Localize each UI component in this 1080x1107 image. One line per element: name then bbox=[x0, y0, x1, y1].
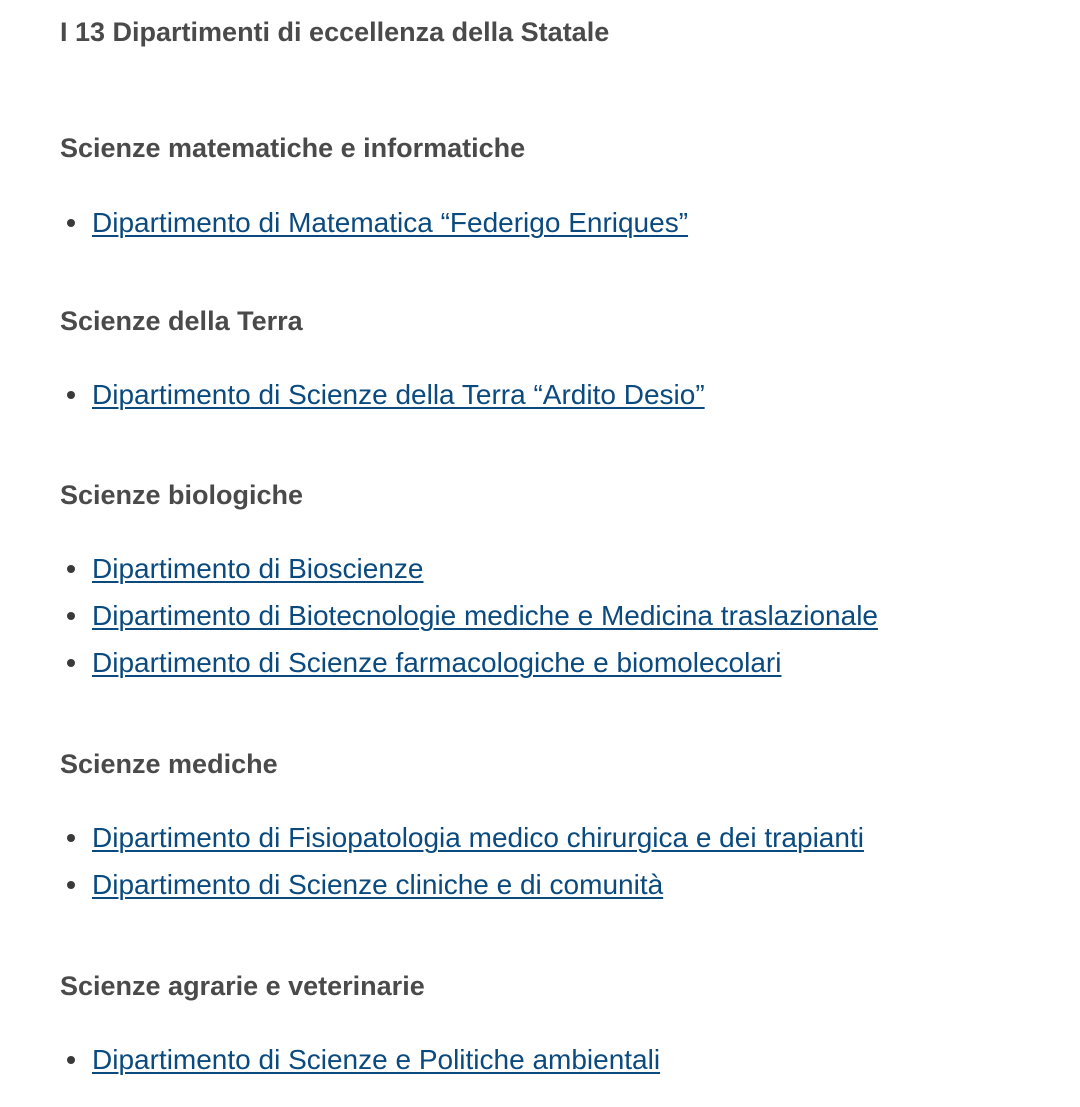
list-item bbox=[60, 545, 878, 592]
department-link-politiche-ambientali[interactable]: Dipartimento di Scienze e Politiche ambientali bbox=[92, 1044, 661, 1075]
section-heading-mediche: Scienze mediche bbox=[60, 749, 278, 779]
bullet-icon bbox=[67, 565, 75, 573]
bullet-icon bbox=[67, 659, 75, 667]
department-link-matematica[interactable]: Dipartimento di Matematica “Federigo Enriques” bbox=[92, 207, 689, 238]
section-heading-terra: Scienze della Terra bbox=[60, 306, 303, 336]
bullet-icon bbox=[67, 881, 75, 889]
department-list-agrarie bbox=[60, 1036, 660, 1083]
list-item bbox=[60, 371, 705, 418]
department-link-bioscienze[interactable]: Dipartimento di Bioscienze bbox=[92, 553, 424, 584]
bullet-icon bbox=[67, 612, 75, 620]
list-item bbox=[60, 199, 688, 246]
bullet-icon bbox=[67, 1056, 75, 1064]
list-item bbox=[60, 861, 864, 908]
department-link-fisiopatologia[interactable]: Dipartimento di Fisiopatologia medico chirurgica e dei trapianti bbox=[92, 822, 864, 853]
department-list-biologiche bbox=[60, 545, 878, 686]
list-item bbox=[60, 592, 878, 639]
department-list-matematiche bbox=[60, 199, 688, 246]
department-list-terra bbox=[60, 371, 705, 418]
department-list-mediche bbox=[60, 814, 864, 908]
bullet-icon bbox=[67, 834, 75, 842]
list-item bbox=[60, 814, 864, 861]
list-item bbox=[60, 639, 878, 686]
department-link-farmacologiche[interactable]: Dipartimento di Scienze farmacologiche e biomolecolari bbox=[92, 647, 782, 678]
bullet-icon bbox=[67, 391, 75, 399]
section-heading-matematiche: Scienze matematiche e informatiche bbox=[60, 133, 526, 163]
section-heading-agrarie: Scienze agrarie e veterinarie bbox=[60, 971, 425, 1001]
bullet-icon bbox=[67, 219, 75, 227]
department-link-scienze-cliniche[interactable]: Dipartimento di Scienze cliniche e di comunità bbox=[92, 869, 664, 900]
department-link-biotecnologie[interactable]: Dipartimento di Biotecnologie mediche e Medicina traslazionale bbox=[92, 600, 878, 631]
section-heading-biologiche: Scienze biologiche bbox=[60, 480, 304, 510]
list-item bbox=[60, 1036, 660, 1083]
department-link-scienze-terra[interactable]: Dipartimento di Scienze della Terra “Ardito Desio” bbox=[92, 379, 705, 410]
page-title: I 13 Dipartimenti di eccellenza della Statale bbox=[60, 17, 610, 47]
